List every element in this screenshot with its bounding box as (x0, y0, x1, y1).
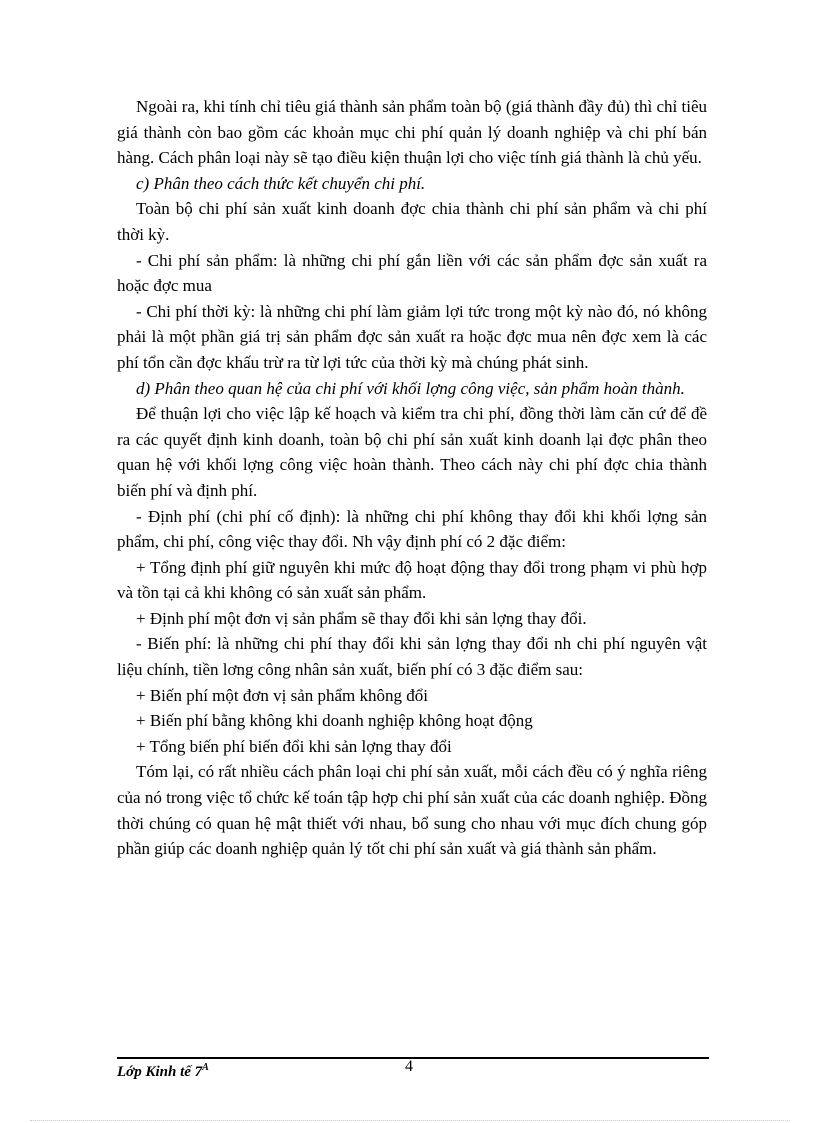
paragraph: - Chi phí sản phẩm: là những chi phí gắn liền với các sản phẩm đợc sản xuất ra hoặc đợc mua (117, 250, 707, 296)
paragraph: + Tổng biến phí biến đổi khi sản lợng thay đổi (136, 736, 452, 756)
paragraph: Để thuận lợi cho việc lập kế hoạch và kiểm tra chi phí, đồng thời làm căn cứ để đề ra các quyết định kinh doanh, toàn bộ chi phí sản xuất kinh doanh lại đợc phân theo quan hệ với khối lợng công việc hoàn thành. Theo cách này chi phí đợc chia thành biến phí và định phí. (117, 404, 707, 500)
paragraph: - Định phí (chi phí cố định): là những chi phí không thay đổi khi khối lợng sản phẩm, chi phí, công việc thay đổi. Nh vậy định phí có 2 đặc điểm: (117, 506, 707, 552)
paragraph: Toàn bộ chi phí sản xuất kinh doanh đợc chia thành chi phí sản phẩm và chi phí thời kỳ. (117, 199, 707, 244)
page-bottom-border (30, 1120, 790, 1121)
footer-divider (117, 1057, 709, 1059)
paragraph: + Định phí một đơn vị sản phẩm sẽ thay đổi khi sản lợng thay đổi. (136, 608, 587, 628)
paragraph: Tóm lại, có rất nhiều cách phân loại chi phí sản xuất, mỗi cách đều có ý nghĩa riêng của nó trong việc tổ chức kế toán tập hợp chi phí sản xuất của các doanh nghiệp. Đồng thời chúng có quan hệ mật thiết với nhau, bổ sung cho nhau với mục đích chung góp phần giúp các doanh nghiệp quản lý tốt chi phí sản xuất và giá thành sản phẩm. (117, 762, 707, 859)
body-text (117, 94, 707, 862)
paragraph: + Biến phí một đơn vị sản phẩm không đổi (136, 685, 428, 705)
section-heading: d) Phân theo quan hệ của chi phí với khối lợng công việc, sản phẩm hoàn thành. (136, 378, 685, 398)
paragraph: - Chi phí thời kỳ: là những chi phí làm giảm lợi tức trong một kỳ nào đó, nó không phải là một phần giá trị sản phẩm đợc sản xuất ra hoặc đợc mua nên đợc xem là các phí tổn cần đợc khấu trừ ra từ lợi tức của thời kỳ mà chúng phát sinh. (117, 301, 707, 372)
paragraph: + Biến phí bằng không khi doanh nghiệp không hoạt động (136, 711, 533, 731)
page-number: 4 (405, 1058, 413, 1075)
section-heading: c) Phân theo cách thức kết chuyển chi phí. (136, 173, 426, 193)
paragraph: + Tổng định phí giữ nguyên khi mức độ hoạt động thay đổi trong phạm vi phù hợp và tồn tại cả khi không có sản xuất sản phẩm. (117, 557, 707, 603)
paragraph: - Biến phí: là những chi phí thay đổi khi sản lợng thay đổi nh chi phí nguyên vật liệu chính, tiền lơng công nhân sản xuất, biến phí có 3 đặc điểm sau: (117, 634, 707, 680)
footer-class-label: Lớp Kinh tế $7^A$ (117, 1062, 209, 1080)
paragraph: Ngoài ra, khi tính chỉ tiêu giá thành sản phẩm toàn bộ (giá thành đầy đủ) thì chỉ tiêu giá thành còn bao gồm các khoản mục chi phí quản lý doanh nghiệp và chi phí bán hàng. Cách phân loại này sẽ tạo điều kiện thuận lợi cho việc tính giá thành là chủ yếu. (117, 97, 707, 168)
